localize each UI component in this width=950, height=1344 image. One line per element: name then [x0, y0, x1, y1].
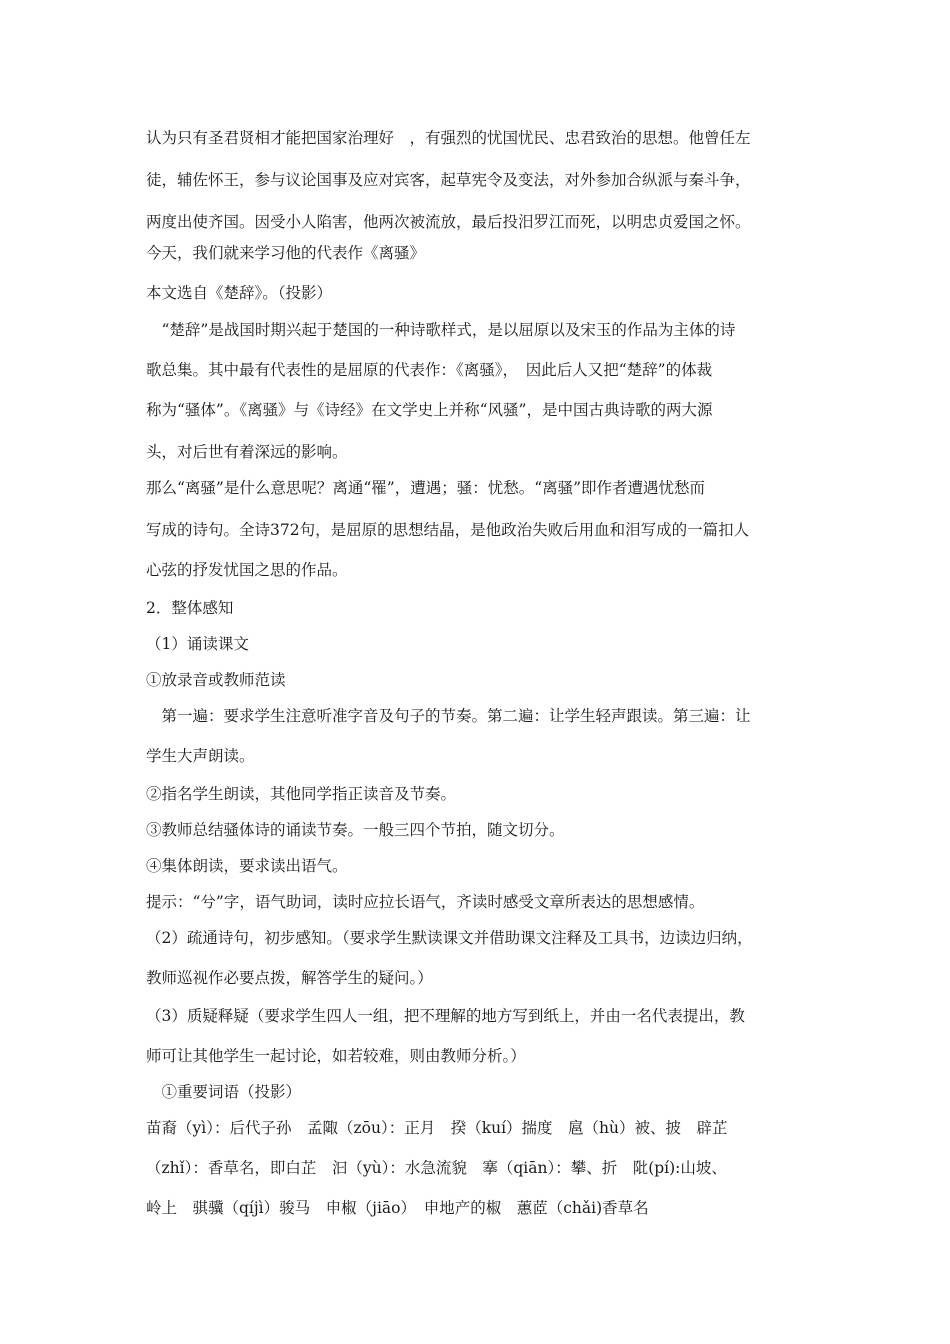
text-line: 提示：“兮”字，语气助词，读时应拉长语气，齐读时感受文章所表达的思想感情。 — [146, 893, 705, 911]
text-line: ③教师总结骚体诗的诵读节奏。一般三四个节拍，随文切分。 — [146, 821, 565, 839]
text-line: 心弦的抒发忧国之思的作品。 — [146, 561, 348, 579]
text-line: （3）质疑释疑（要求学生四人一组，把不理解的地方写到纸上，并由一名代表提出，教 — [146, 1007, 745, 1025]
text-line: 徒，辅佐怀王，参与议论国事及应对宾客，起草宪令及变法，对外参加合纵派与秦斗争， — [146, 171, 751, 189]
text-line: 师可让其他学生一起讨论，如若较难，则由教师分析。） — [146, 1047, 526, 1065]
text-line: 苗裔（yì）：后代子孙 孟陬（zōu）：正月 揆（kuí）揣度 扈（hù）被、披 辟芷 — [146, 1119, 728, 1137]
text-line: “楚辞”是战国时期兴起于楚国的一种诗歌样式，是以屈原以及宋玉的作品为主体的诗 — [146, 321, 736, 339]
text-line: 两度出使齐国。因受小人陷害，他两次被流放，最后投汨罗江而死，以明忠贞爱国之怀。 — [146, 213, 751, 231]
text-line: 今天，我们就来学习他的代表作《离骚》 — [146, 244, 426, 262]
section-heading: 2．整体感知 — [146, 599, 234, 617]
text-line: 称为“骚体”。《离骚》与《诗经》在文学史上并称“风骚”，是中国古典诗歌的两大源 — [146, 401, 713, 419]
text-line: 歌总集。其中最有代表性的是屈原的代表作：《离骚》， 因此后人又把“楚辞”的体裁 — [146, 361, 713, 379]
text-line: 那么“离骚”是什么意思呢？离通“罹”，遭遇；骚：忧愁。“离骚”即作者遭遇忧愁而 — [146, 479, 706, 497]
text-line: ①放录音或教师范读 — [146, 671, 286, 689]
text-line: 写成的诗句。全诗372句，是屈原的思想结晶，是他政治失败后用血和泪写成的一篇扣人 — [146, 521, 750, 539]
text-line: （2）疏通诗句，初步感知。（要求学生默读课文并借助课文注释及工具书，边读边归纳， — [146, 929, 753, 947]
text-line: ④集体朗读，要求读出语气。 — [146, 857, 348, 875]
text-line: 头，对后世有着深远的影响。 — [146, 443, 348, 461]
text-line: ①重要词语（投影） — [146, 1083, 302, 1101]
text-line: 学生大声朗读。 — [146, 747, 255, 765]
text-line: 认为只有圣君贤相才能把国家治理好 ，有强烈的忧国忧民、忠君致治的思想。他曾任左 — [146, 129, 751, 147]
text-line: ②指名学生朗读，其他同学指正读音及节奏。 — [146, 785, 457, 803]
subsection-heading: （1）诵读课文 — [146, 635, 249, 653]
text-line: （zhǐ）：香草名，即白芷 汩（yù）：水急流貌 搴（qiān）：攀、折 阰(pí):山坡、 — [146, 1159, 727, 1177]
text-line: 教师巡视作必要点拨，解答学生的疑问。） — [146, 969, 433, 987]
text-line: 岭上 骐骥（qíjì）骏马 申椒（jiāo） 申地产的椒 蕙茝（chǎi)香草名 — [146, 1199, 649, 1217]
text-line: 本文选自《楚辞》。（投影） — [146, 284, 333, 302]
text-line: 第一遍：要求学生注意听准字音及句子的节奏。第二遍：让学生轻声跟读。第三遍：让 — [146, 707, 751, 725]
